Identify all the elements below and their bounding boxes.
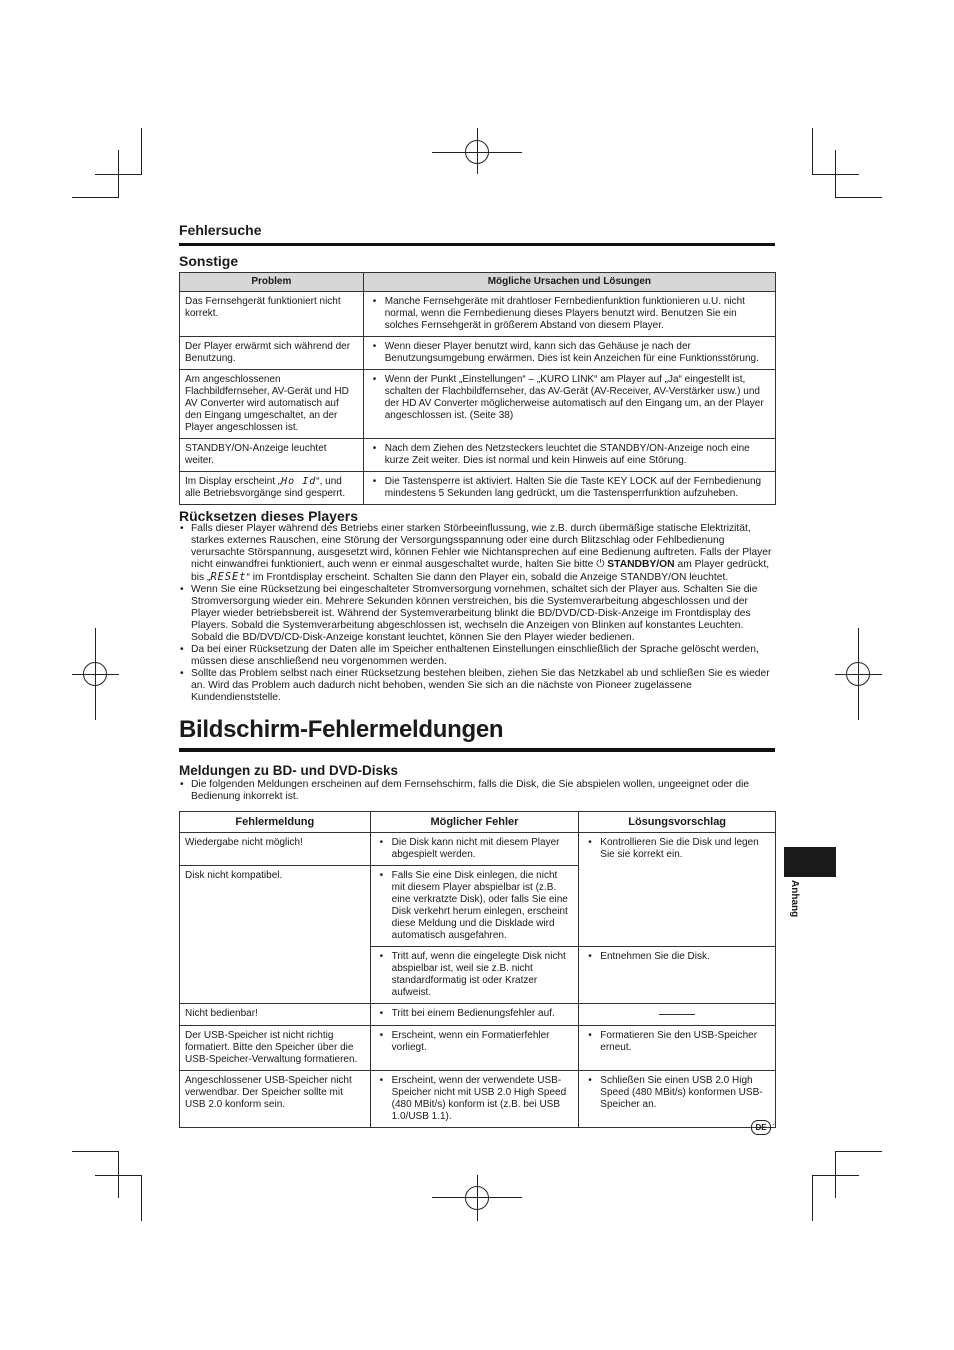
solution-cell: • Die Tastensperre ist aktiviert. Halten Sie die Taste KEY LOCK auf der Fernbedienung mindestens 5 Sekunden lang gedrückt, um die Tastensperrfunktion aufzuheben.: [369, 476, 770, 500]
column-header-solution: Mögliche Ursachen und Lösungen: [363, 273, 775, 292]
column-header-message: Fehlermeldung: [180, 812, 371, 833]
title-rule: [179, 748, 775, 752]
error-cell: • Tritt auf, wenn die eingelegte Disk nicht abspielbar ist, weil sie z.B. nicht standardformatig ist oder Kratzer aufweist.: [376, 951, 574, 999]
solution-cell: • Wenn der Punkt „Einstellungen“ – „KURO LINK“ am Player auf „Ja“ eingestellt ist, schalten der Flachbildfernseher, das AV-Gerät (AV-Receiver, AV-Verstärker usw.) und der HD AV Converter möglicherweise automatisch auf den Eingang um, an der Player angeschlossen ist. (Seite 38): [369, 374, 770, 422]
empty-dash: [659, 1014, 695, 1015]
side-tab-marker: [784, 847, 836, 877]
reset-bullets: [179, 523, 775, 704]
table-row: [180, 1026, 776, 1071]
display-hold-glyph: Ho Id: [281, 476, 317, 487]
problem-cell: Der Player erwärmt sich während der Benutzung.: [180, 337, 364, 370]
solution-cell: • Schließen Sie einen USB 2.0 High Speed (480 MBit/s) konformen USB-Speicher an.: [584, 1075, 770, 1111]
side-tab-label: Anhang: [789, 880, 800, 918]
disks-intro-bullet: • Die folgenden Meldungen erscheinen auf dem Fernsehschirm, falls die Disk, die Sie abspielen wollen, ungeeignet oder die Bedienung inkorrekt ist.: [179, 779, 775, 803]
reset-bullet-2: • Wenn Sie eine Rücksetzung bei eingeschalteter Stromversorgung vornehmen, schaltet sich der Player aus. Schalten Sie die Stromversorgung wieder ein. Mehrere Sekunden können verstreichen, bis die Systemverarbeitung abgeschlossen und der Player wieder betriebsbereit ist. Während der Systemverarbeitung blinkt die BD/DVD/CD-Disk-Anzeige im Frontdisplay des Players. Sobald die Systemverarbeitung abgeschlossen ist, wechseln die Anzeigen von Blinken auf konstantes Leuchten. Sobald die BD/DVD/CD-Disk-Anzeige konstant leuchtet, können Sie den Player wieder bedienen.: [179, 584, 775, 644]
page-dot: ·: [772, 1119, 776, 1130]
column-header-error: Möglicher Fehler: [370, 812, 579, 833]
error-cell: • Erscheint, wenn der verwendete USB-Speicher nicht mit USB 2.0 High Speed (480 MBit/s) konform ist (z.B. bei USB 1.0/USB 1.1).: [376, 1075, 574, 1123]
table-header-row: [180, 812, 776, 833]
message-cell: Nicht bedienbar!: [180, 1004, 371, 1026]
solution-cell: • Manche Fernsehgeräte mit drahtloser Fernbedienfunktion funktionieren u.U. nicht normal, wenn die Fernbedienung dieses Players benutzt wird. Benutzen Sie ein solches Fernsehgerät in größerem Abstand von diesem Player.: [369, 296, 770, 332]
disks-title: Meldungen zu BD- und DVD-Disks: [179, 763, 398, 778]
column-header-problem: Problem: [180, 273, 364, 292]
reset-bullet-4: • Sollte das Problem selbst nach einer Rücksetzung bestehen bleiben, ziehen Sie das Netzkabel ab und schließen Sie es wieder an. Wird das Problem auch dadurch nicht behoben, wenden Sie sich an die nächste von Pioneer zugelassene Kundendienststelle.: [179, 668, 775, 704]
solution-cell: • Entnehmen Sie die Disk.: [584, 951, 770, 963]
power-icon: ⏻: [596, 559, 605, 570]
language-badge: DE: [751, 1120, 771, 1135]
error-messages-table: [179, 811, 776, 1128]
solution-cell: • Formatieren Sie den USB-Speicher erneut.: [584, 1030, 770, 1054]
disks-intro: [179, 779, 775, 803]
table-row: [180, 337, 776, 370]
table-row: [180, 833, 776, 866]
message-cell: Disk nicht kompatibel.: [180, 866, 371, 1004]
page-title: Bildschirm-Fehlermeldungen: [179, 716, 504, 743]
message-cell: Der USB-Speicher ist nicht richtig formatiert. Bitte den Speicher über die USB-Speicher-Verwaltung formatieren.: [180, 1026, 371, 1071]
solution-cell: • Wenn dieser Player benutzt wird, kann sich das Gehäuse je nach der Benutzungsumgebung erwärmen. Dies ist kein Anzeichen für eine Funktionsstörung.: [369, 341, 770, 365]
solution-cell: • Nach dem Ziehen des Netzsteckers leuchtet die STANDBY/ON-Anzeige noch eine kurze Zeit weiter. Dies ist normal und kein Hinweis auf eine Störung.: [369, 443, 770, 467]
problem-cell: Im Display erscheint „Ho Id“, und alle Betriebsvorgänge sind gesperrt.: [180, 472, 364, 505]
reset-bullet-1: • Falls dieser Player während des Betriebs einer starken Störbeeinflussung, wie z.B. durch übermäßige statische Elektrizität, starkes externes Rauschen, eine Störung der Versorgungsspannung oder eine durch Blitzschlag oder Fehlbedienung verursachte Störspannung, ausgesetzt wird, können Fehler wie Nichtansprechen auf eine Bedienung auftreten. Falls der Player nicht einwandfrei funktioniert, auch wenn er einmal ausgeschaltet wurde, halten Sie bitte ⏻ STANDBY/ON am Player gedrückt, bis „RESEt“ im Frontdisplay erscheint. Schalten Sie dann den Player ein, sobald die Anzeige STANDBY/ON leuchtet.: [179, 523, 775, 584]
display-reset-glyph: RESEt: [210, 571, 247, 583]
message-cell: Wiedergabe nicht möglich!: [180, 833, 371, 866]
error-cell: • Erscheint, wenn ein Formatierfehler vorliegt.: [376, 1030, 574, 1054]
error-cell: • Die Disk kann nicht mit diesem Player abgespielt werden.: [376, 837, 574, 861]
column-header-solution: Lösungsvorschlag: [579, 812, 776, 833]
error-cell: • Tritt bei einem Bedienungsfehler auf.: [376, 1008, 574, 1020]
table-row: [180, 370, 776, 439]
section-rule: [179, 243, 775, 246]
reset-bullet-3: • Da bei einer Rücksetzung der Daten alle im Speicher enthaltenen Einstellungen einschließlich der Sprache gelöscht werden, müssen diese anschließend neu vorgenommen werden.: [179, 644, 775, 668]
problem-cell: STANDBY/ON-Anzeige leuchtet weiter.: [180, 439, 364, 472]
problem-cell: Das Fernsehgerät funktioniert nicht korrekt.: [180, 292, 364, 337]
reset-title: Rücksetzen dieses Players: [179, 508, 358, 524]
section-title: Fehlersuche: [179, 222, 262, 238]
table-row: [180, 439, 776, 472]
table-row: [180, 1071, 776, 1128]
table-row: [180, 1004, 776, 1026]
error-cell: • Falls Sie eine Disk einlegen, die nicht mit diesem Player abspielbar ist (z.B. eine verkratzte Disk), oder falls Sie eine Disk verkehrt herum einlegen, erscheint diese Meldung und die Disklade wird automatisch ausgefahren.: [376, 870, 574, 942]
table-header-row: [180, 273, 776, 292]
message-cell: Angeschlossener USB-Speicher nicht verwendbar. Der Speicher sollte mit USB 2.0 konform sein.: [180, 1071, 371, 1128]
troubleshooting-table: [179, 272, 776, 505]
subsection-title: Sonstige: [179, 253, 239, 269]
problem-cell: Am angeschlossenen Flachbildfernseher, AV-Gerät und HD AV Converter wird automatisch auf den Eingang umgeschaltet, an der Player angeschlossen ist.: [180, 370, 364, 439]
solution-cell: • Kontrollieren Sie die Disk und legen Sie sie korrekt ein.: [584, 837, 770, 861]
table-row: [180, 292, 776, 337]
table-row: [180, 472, 776, 505]
